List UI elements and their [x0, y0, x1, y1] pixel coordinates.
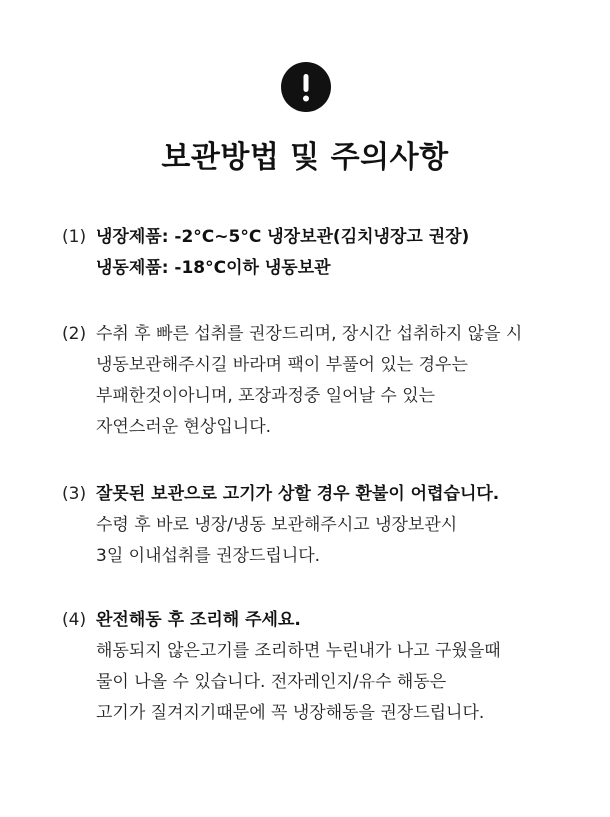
exclamation-icon — [281, 62, 331, 112]
section-line: 수령 후 바로 냉장/냉동 보관해주시고 냉장보관시 — [96, 515, 458, 535]
section-line: 해동되지 않은고기를 조리하면 누린내가 나고 구웠을때 — [96, 641, 501, 661]
section-number: (4) — [62, 610, 87, 630]
section-line: 완전해동 후 조리해 주세요. — [96, 610, 301, 630]
section-line: 잘못된 보관으로 고기가 상할 경우 환불이 어렵습니다. — [96, 484, 500, 504]
section-lines — [96, 605, 582, 729]
section-lines — [96, 479, 582, 572]
section-number: (3) — [62, 484, 87, 504]
page-title: 보관방법 및 주의사항 — [161, 140, 449, 175]
section-number: (2) — [62, 324, 87, 344]
section-line: 냉동제품: -18°C이하 냉동보관 — [96, 258, 331, 278]
section-number: (1) — [62, 227, 87, 247]
section-line: 냉동보관해주시길 바라며 팩이 부풀어 있는 경우는 — [96, 355, 468, 375]
section-line: 부패한것이아니며, 포장과정중 일어날 수 있는 — [96, 386, 436, 406]
section-line: 고기가 질겨지기때문에 꼭 냉장해동을 권장드립니다. — [96, 703, 485, 723]
section-line: 자연스러운 현상입니다. — [96, 417, 272, 437]
section-line: 수취 후 빠른 섭취를 권장드리며, 장시간 섭취하지 않을 시 — [96, 324, 523, 344]
section-line: 물이 나올 수 있습니다. 전자레인지/유수 해동은 — [96, 672, 447, 692]
section-lines — [96, 319, 582, 443]
section-line: 3일 이내섭취를 권장드립니다. — [96, 546, 321, 566]
section-lines — [96, 222, 582, 284]
section-line: 냉장제품: -2°C~5°C 냉장보관(김치냉장고 권장) — [96, 227, 470, 247]
